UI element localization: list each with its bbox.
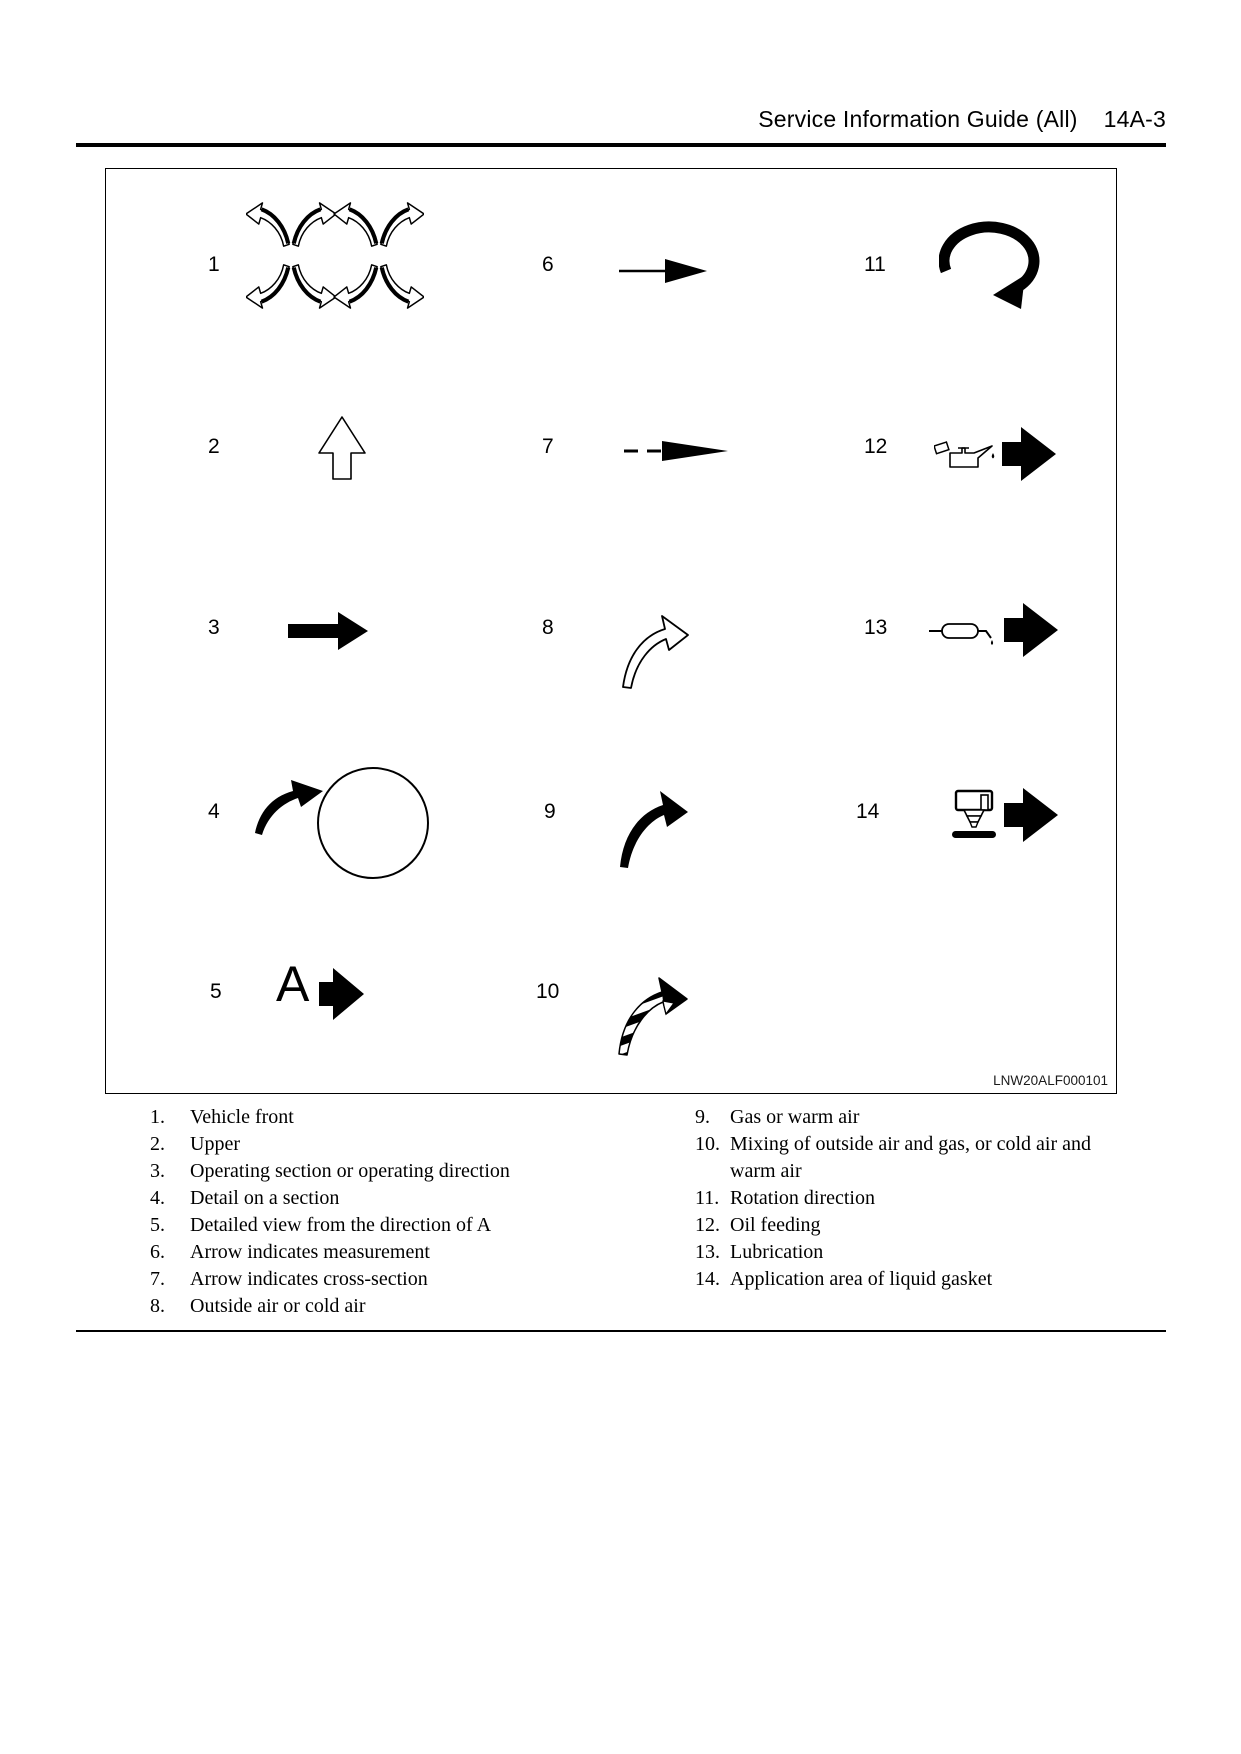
legend-left-column [150,1104,620,1320]
mixed-air-arrow-icon [613,972,695,1056]
legend-item-number: 12. [695,1214,720,1236]
legend-item-text: Detail on a section [190,1187,340,1209]
liquid-gasket-icon [951,789,1001,843]
legend-item-text: Application area of liquid gasket [730,1268,993,1290]
figure-item-number: 7 [542,435,554,458]
legend-item-number: 3. [150,1160,165,1182]
page-header [758,106,1166,133]
figure-item-number: 11 [864,253,886,276]
legend-item-number: 6. [150,1241,165,1263]
figure-item-number: 2 [208,435,220,458]
symbol-figure [105,168,1117,1094]
figure-item-number: 9 [544,800,556,823]
legend-item [695,1266,1115,1293]
figure-item-number: 6 [542,253,554,276]
legend-item [150,1104,620,1131]
legend-item-text: Upper [190,1133,240,1155]
legend-item-number: 9. [695,1106,710,1128]
legend-item [695,1131,1115,1185]
header-rule [76,143,1166,147]
legend-item-number: 11. [695,1187,720,1209]
legend-item-number: 4. [150,1187,165,1209]
legend-item [150,1158,620,1185]
view-from-direction-icon [319,967,366,1021]
figure-item-number: 1 [208,253,220,276]
legend-item-text: Lubrication [730,1241,824,1263]
cross-section-arrow-icon [622,439,730,463]
upper-direction-arrow-icon [316,416,368,481]
legend-item [150,1212,620,1239]
rotation-direction-icon [939,219,1043,313]
figure-item-number: 3 [208,616,220,639]
oil-feeding-arrow-icon [1002,425,1058,483]
legend-right-column [695,1104,1115,1293]
oil-feeding-icon [934,437,998,473]
legend-item-number: 8. [150,1295,165,1317]
section-detail-circle-icon [251,749,471,881]
legend-item-number: 2. [150,1133,165,1155]
legend-item [150,1293,620,1320]
legend-item [150,1131,620,1158]
figure-item-number: 5 [210,980,222,1003]
legend-item [695,1239,1115,1266]
legend-item-text: Outside air or cold air [190,1295,366,1317]
legend-item [695,1104,1115,1131]
measurement-arrow-icon [619,257,709,285]
legend-item [150,1266,620,1293]
legend-item [695,1185,1115,1212]
legend-item-text: Detailed view from the direction of A [190,1214,492,1236]
operating-direction-arrow-icon [288,611,370,651]
legend-item-number: 7. [150,1268,165,1290]
warm-air-arrow-icon [613,787,697,869]
liquid-gasket-arrow-icon [1004,786,1060,844]
view-direction-letter: A [276,956,310,1012]
figure-item-number: 12 [864,435,888,458]
figure-item-number: 14 [856,800,880,823]
outside-air-arrow-icon [618,611,696,689]
header-title: Service Information Guide (All) [758,106,1078,132]
lubrication-icon [928,615,1000,649]
legend-item-number: 14. [695,1268,720,1290]
legend-item [150,1185,620,1212]
figure-item-number: 10 [536,980,560,1003]
legend-item [150,1239,620,1266]
legend-item-text: Gas or warm air [730,1106,860,1128]
footer-rule [76,1330,1166,1332]
figure-item-number: 13 [864,616,888,639]
legend-item-text: Operating section or operating direction [190,1160,510,1182]
legend-item-text: Vehicle front [190,1106,294,1128]
figure-code: LNW20ALF000101 [993,1073,1108,1088]
lubrication-arrow-icon [1004,601,1060,659]
legend-item-number: 1. [150,1106,165,1128]
legend-item-text: Rotation direction [730,1187,875,1209]
legend-item-text: Arrow indicates cross-section [190,1268,428,1290]
legend-item-text: Arrow indicates measurement [190,1241,430,1263]
legend-item-text: Mixing of outside air and gas, or cold air and warm air [730,1133,1092,1182]
figure-item-number: 4 [208,800,220,823]
legend-item [695,1212,1115,1239]
header-page-code: 14A-3 [1103,106,1166,132]
legend-item-text: Oil feeding [730,1214,821,1236]
legend-item-number: 5. [150,1214,165,1236]
figure-item-number: 8 [542,616,554,639]
legend-item-number: 10. [695,1133,720,1155]
legend-item-number: 13. [695,1241,720,1263]
vehicle-front-arrows-icon [246,199,424,311]
